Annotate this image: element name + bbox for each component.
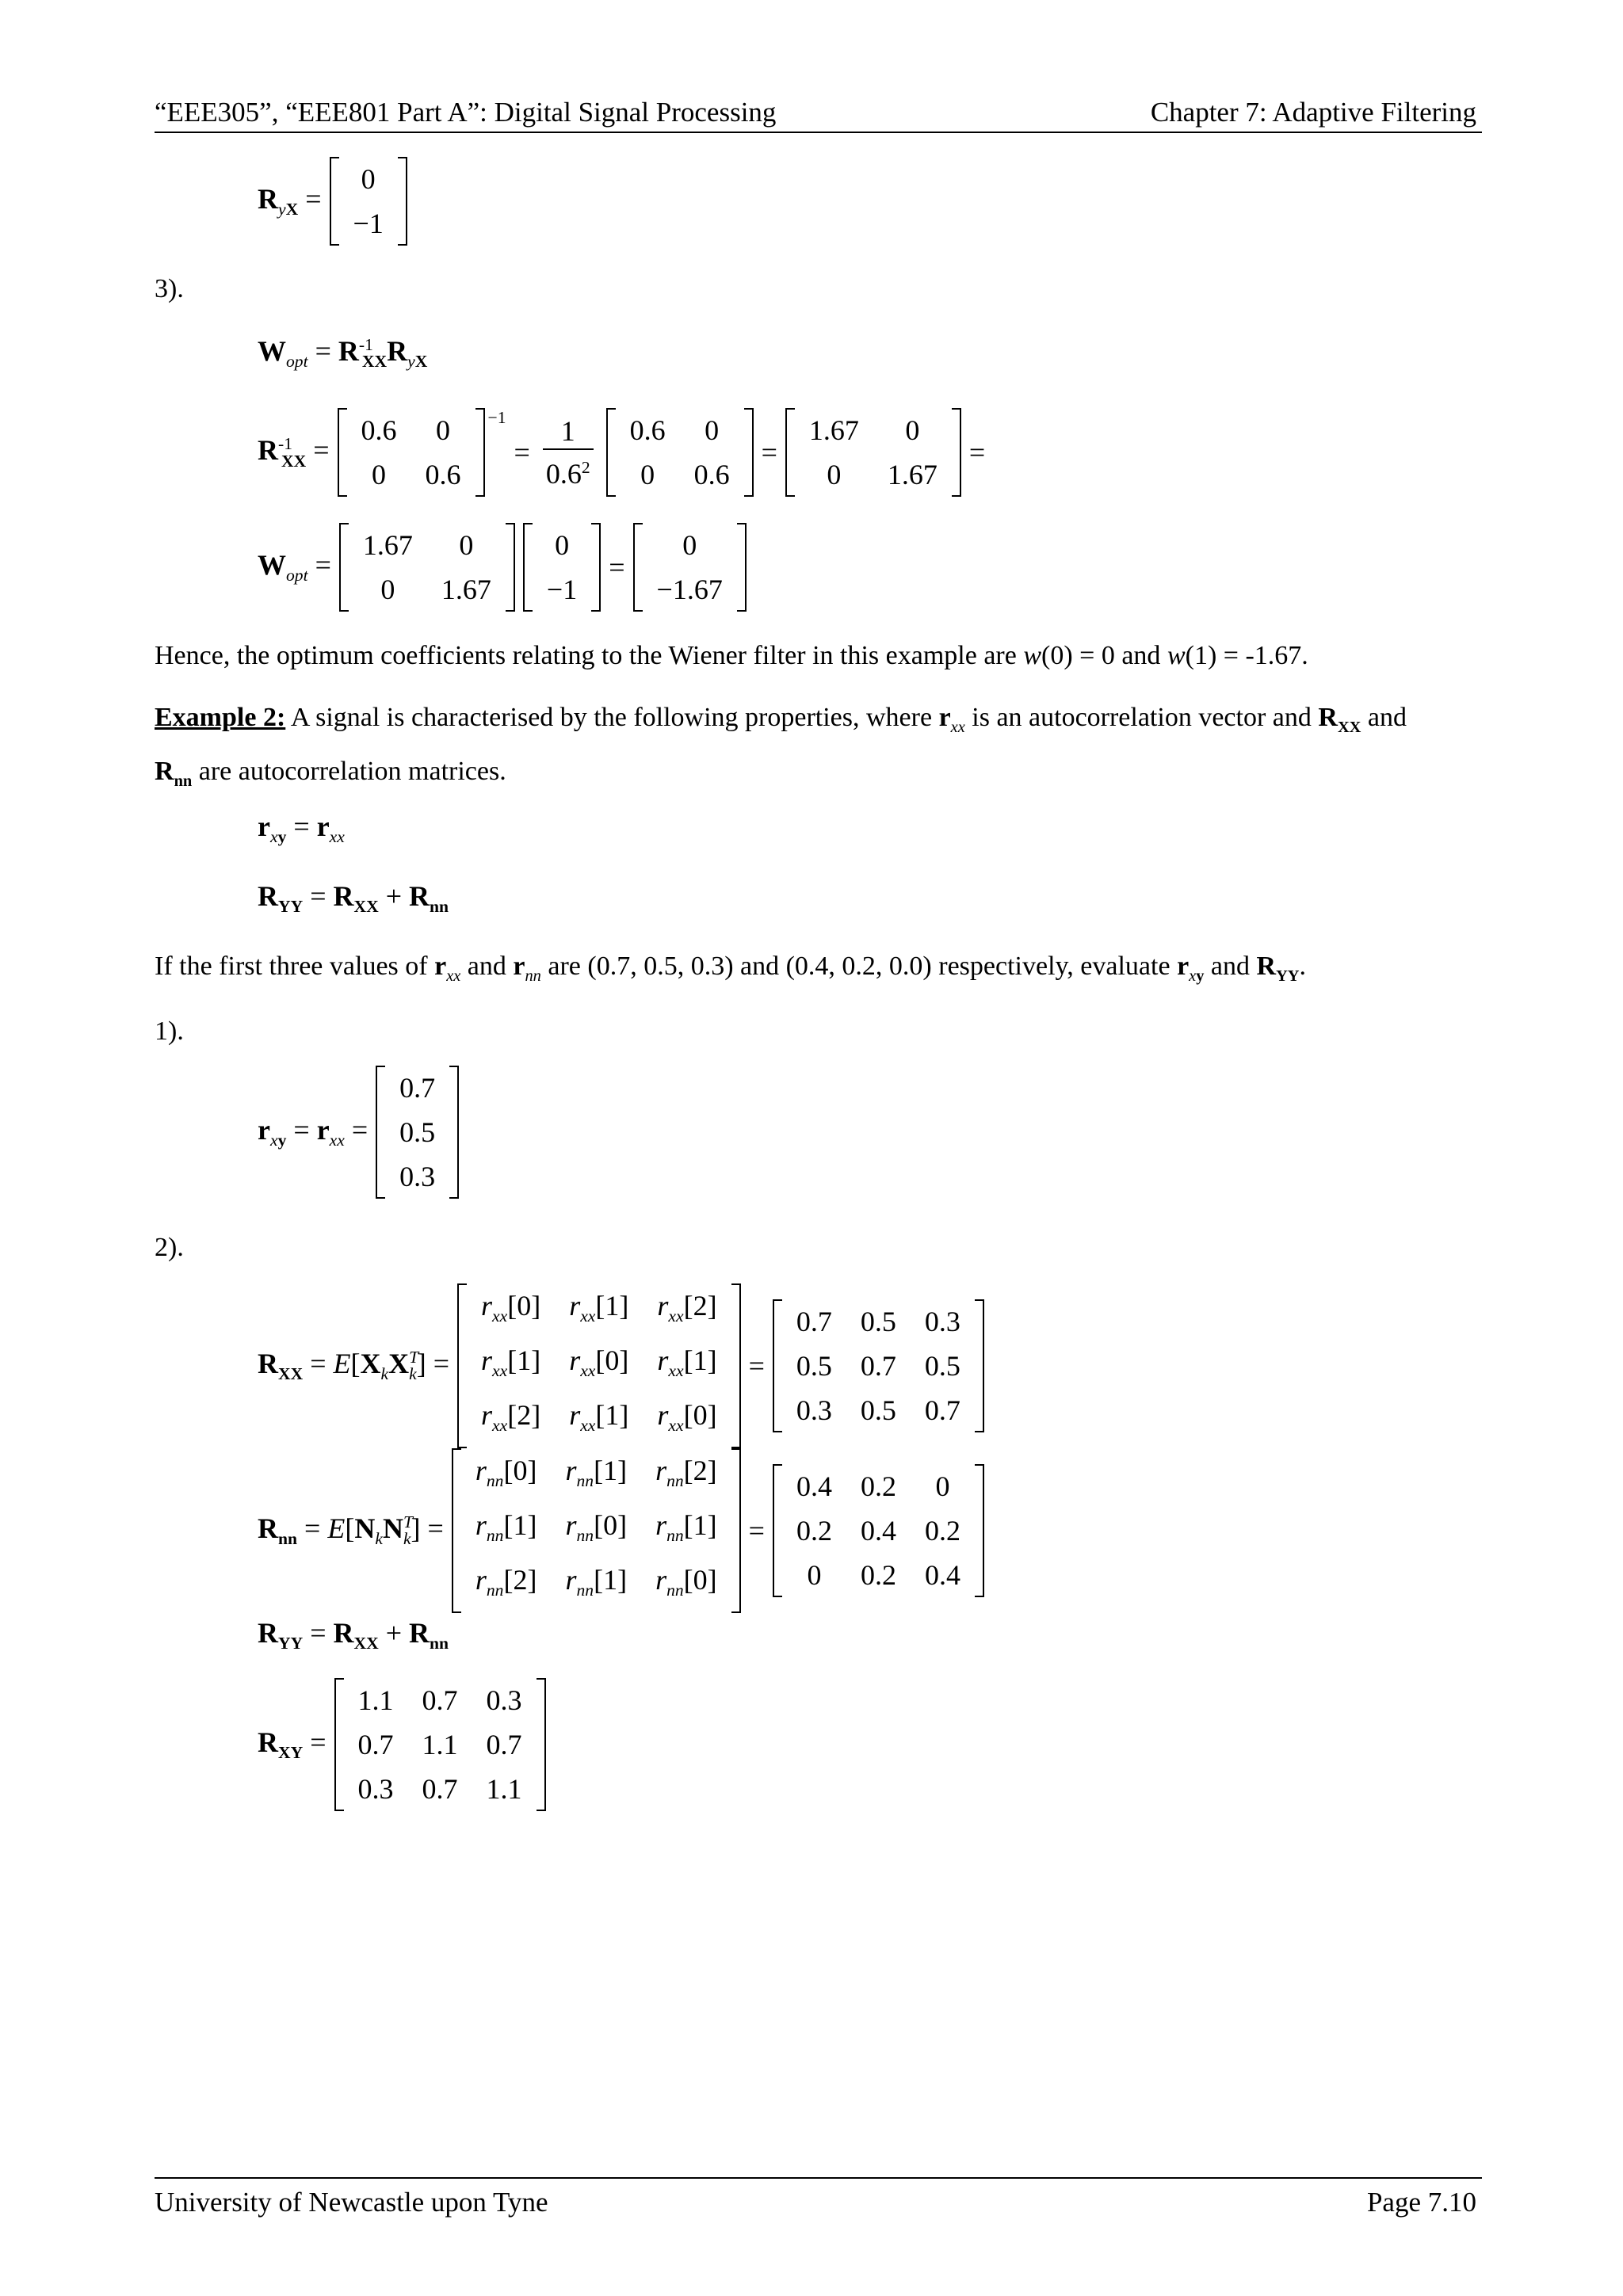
eq-rxx-inverse: $R^{-1}_{XX}$ = 0.6 0 0 0.6 $^{-1}$ = $\frac{1}{0.6^2}$ 0.6 0 0 0.6 = 1.67 0 0 1.67 = xyxy=(258,408,985,497)
matrix-cell: 0.7 xyxy=(924,1394,960,1426)
matrix-cell: 0.5 xyxy=(860,1394,896,1426)
question-text: are (0.7, 0.5, 0.3) and (0.4, 0.2, 0.0) respectively, evaluate xyxy=(540,952,1178,981)
fraction xyxy=(543,414,594,491)
step-3-label: 3). xyxy=(155,274,184,303)
matrix-cell: $r_{xx}[1]$ xyxy=(481,1344,541,1381)
rnn-value-matrix xyxy=(773,1464,984,1597)
rxx-matrix-2 xyxy=(606,408,754,497)
matrix-cell: 0.2 xyxy=(796,1514,832,1547)
example-2-text: is an autocorrelation vector and xyxy=(964,703,1319,732)
matrix-cell: $r_{xx}[2]$ xyxy=(657,1290,717,1326)
matrix-cell: 0.3 xyxy=(399,1161,436,1192)
question-paragraph: If the first three values of $r_{xx}$ and $r_{nn}$ are (0.7, 0.5, 0.3) and (0.4, 0.2, 0.0) respectively, evaluate $r_{xy}$ and $R_{YY}$. xyxy=(155,952,1307,985)
fraction-denominator: 0.6 xyxy=(545,458,582,490)
eq-rnn-matrix: $R_{nn} = E[N_kN^T_k]$ = $r_{nn}[0]$ $r_{nn}[1]$ $r_{nn}[2]$ $r_{nn}[1]$ $r_{nn}[0]$ $r_{nn}[1]$ $r_{nn}[2]$ $r_{nn}[1]$ $r_{nn}[0]$ = 0.4 0.2 0 0.2 0.4 0.2 0 0.2 0.4 xyxy=(258,1448,984,1613)
example-2-text: and xyxy=(1361,703,1407,732)
matrix-cell: −1 xyxy=(546,574,578,605)
matrix-cell: 0.6 xyxy=(629,414,666,446)
matrix-cell: $r_{xx}[2]$ xyxy=(481,1399,541,1436)
matrix-cell: 0.7 xyxy=(860,1349,896,1382)
wopt-matrix-1 xyxy=(339,523,515,612)
example-2-text: are autocorrelation matrices. xyxy=(192,756,506,786)
matrix-cell: 0 xyxy=(905,414,920,446)
eq-ryy-def: $R_{YY} = R_{XX} + R_{nn}$ xyxy=(258,880,449,917)
matrix-cell: $r_{xx}[1]$ xyxy=(569,1290,629,1326)
matrix-cell: $r_{nn}[1]$ xyxy=(565,1455,628,1491)
matrix-cell: 0 xyxy=(372,459,387,490)
rxx-value-matrix xyxy=(773,1299,984,1432)
matrix-cell: 0.4 xyxy=(924,1558,960,1591)
matrix-cell: $r_{xx}[0]$ xyxy=(569,1344,629,1381)
matrix-cell: −1.67 xyxy=(656,574,723,605)
matrix-cell: 0.5 xyxy=(399,1116,436,1148)
eq-rxy-matrix: $R_{XY}$ = 1.1 0.7 0.3 0.7 1.1 0.7 0.3 0.7 1.1 xyxy=(258,1678,546,1811)
eq-rxx-matrix: $R_{XX} = E[X_kX^T_k]$ = $r_{xx}[0]$ $r_{xx}[1]$ $r_{xx}[2]$ $r_{xx}[1]$ $r_{xx}[0]$ $r_{xx}[1]$ $r_{xx}[2]$ $r_{xx}[1]$ $r_{xx}[0]$ = 0.7 0.5 0.3 0.5 0.7 0.5 0.3 0.5 0.7 xyxy=(258,1283,984,1448)
matrix-cell: 0.7 xyxy=(399,1072,436,1104)
matrix-cell: 0 xyxy=(827,459,842,490)
w1-symbol: w xyxy=(1167,641,1186,670)
page-footer-right: Page 7.10 xyxy=(1366,2187,1476,2218)
matrix-cell: 0.5 xyxy=(860,1305,896,1337)
header-rule xyxy=(155,132,1482,133)
matrix-cell: $r_{xx}[1]$ xyxy=(657,1344,717,1381)
matrix-cell: $r_{nn}[0]$ xyxy=(655,1564,717,1600)
matrix-cell: 0 xyxy=(459,529,474,561)
w0-value: (0) = 0 and xyxy=(1041,641,1167,670)
matrix-cell: 0.2 xyxy=(860,1558,896,1591)
step-1-label: 1). xyxy=(155,1016,184,1046)
matrix-cell: $r_{xx}[1]$ xyxy=(569,1399,629,1436)
wopt-vector xyxy=(523,523,601,612)
question-text: and xyxy=(460,952,514,981)
matrix-cell: 0.5 xyxy=(924,1349,960,1382)
example-2-text: A signal is characterised by the following properties, where xyxy=(285,703,939,732)
matrix-cell: 0.6 xyxy=(425,459,461,490)
wopt-result xyxy=(633,523,747,612)
matrix-cell: 0.7 xyxy=(422,1773,458,1805)
w0-symbol: w xyxy=(1023,641,1042,670)
matrix-cell: 0.3 xyxy=(357,1773,394,1805)
matrix-cell: 1.67 xyxy=(887,459,938,490)
matrix-cell: 0.3 xyxy=(486,1684,522,1716)
rnn-symbolic-matrix xyxy=(452,1448,741,1613)
page-footer-left: University of Newcastle upon Tyne xyxy=(155,2187,548,2218)
fraction-numerator: 1 xyxy=(543,414,594,450)
matrix-cell: $r_{nn}[1]$ xyxy=(475,1509,537,1546)
matrix-cell: 0.6 xyxy=(361,414,397,446)
matrix-cell: 1.1 xyxy=(486,1773,522,1805)
matrix-cell: 0 xyxy=(807,1558,822,1591)
matrix-cell: 1.1 xyxy=(422,1729,458,1760)
matrix-cell: 0 xyxy=(705,414,720,446)
question-text: . xyxy=(1299,952,1307,981)
matrix-cell: −1 xyxy=(353,208,384,239)
matrix-cell: 1.67 xyxy=(362,529,413,561)
matrix-cell: 0.7 xyxy=(422,1684,458,1716)
matrix-cell: $r_{nn}[1]$ xyxy=(655,1509,717,1546)
matrix-cell: 0.7 xyxy=(357,1729,394,1760)
hence-paragraph xyxy=(155,634,1486,678)
matrix-cell: 0.6 xyxy=(693,459,730,490)
page-header-left: “EEE305”, “EEE801 Part A”: Digital Signal Processing xyxy=(155,97,777,128)
eq-wopt-formula: $W_{opt} = R^{-1}_{XX}R_{yX}$ xyxy=(258,335,428,372)
step-2-label: 2). xyxy=(155,1233,184,1262)
matrix-cell: 0.4 xyxy=(796,1470,832,1502)
matrix-cell: 0 xyxy=(436,414,451,446)
eq-wopt-calc: $W_{opt}$ = 1.67 0 0 1.67 0 −1 = 0 −1.67 xyxy=(258,523,747,612)
hence-text: Hence, the optimum coefficients relating to the Wiener filter in this example are xyxy=(155,641,1024,670)
matrix-cell: $r_{nn}[2]$ xyxy=(655,1455,717,1491)
inverse-exponent: −1 xyxy=(487,408,506,427)
rxy-vector xyxy=(376,1066,459,1199)
matrix-cell: 1.67 xyxy=(808,414,859,446)
example-2-paragraph: Example 2: A signal is characterised by the following properties, where $r_{xx}$ is an autocorrelation vector and $R_{XX}$ and $R_{nn}$ are autocorrelation matrices. xyxy=(155,703,1407,790)
eq-ryy-sum: $R_{YY} = R_{XX} + R_{nn}$ xyxy=(258,1617,449,1653)
matrix-cell: 1.1 xyxy=(357,1684,394,1716)
matrix-cell: $r_{xx}[0]$ xyxy=(657,1399,717,1436)
matrix-cell: 0.4 xyxy=(860,1514,896,1547)
eq-rxy-values: $r_{xy} = r_{xx}$ = 0.7 0.5 0.3 xyxy=(258,1066,459,1199)
w1-value: (1) = -1.67. xyxy=(1185,641,1308,670)
fraction-exponent: 2 xyxy=(581,458,590,477)
matrix-cell: 0.2 xyxy=(924,1514,960,1547)
matrix-cell: $r_{nn}[0]$ xyxy=(565,1509,628,1546)
example-2-title: Example 2: xyxy=(155,703,286,732)
rxx-symbolic-matrix xyxy=(457,1283,741,1448)
matrix-cell: 0 xyxy=(361,163,376,195)
matrix-cell: 0.3 xyxy=(796,1394,832,1426)
rxy-value-matrix xyxy=(334,1678,546,1811)
matrix-cell: $r_{nn}[0]$ xyxy=(475,1455,537,1491)
matrix-cell: 0.7 xyxy=(796,1305,832,1337)
matrix-cell: 0 xyxy=(682,529,697,561)
matrix-cell: 1.67 xyxy=(441,574,491,605)
matrix-cell: $r_{xx}[0]$ xyxy=(481,1290,541,1326)
matrix-cell: $r_{nn}[2]$ xyxy=(475,1564,537,1600)
matrix-cell: 0 xyxy=(380,574,395,605)
ryx-matrix xyxy=(330,157,407,246)
rxx-matrix xyxy=(338,408,485,497)
matrix-cell: $r_{nn}[1]$ xyxy=(565,1564,628,1600)
matrix-cell: 0.5 xyxy=(796,1349,832,1382)
eq-ryx: $R_{yX}$ = 0 −1 xyxy=(258,157,407,246)
matrix-cell: 0 xyxy=(935,1470,950,1502)
rxx-inverse-matrix xyxy=(785,408,961,497)
matrix-cell: 0 xyxy=(640,459,655,490)
matrix-cell: 0.7 xyxy=(486,1729,522,1760)
matrix-cell: 0 xyxy=(555,529,570,561)
question-text: and xyxy=(1204,952,1257,981)
page-header-right: Chapter 7: Adaptive Filtering xyxy=(1150,97,1476,128)
question-text: If the first three values of xyxy=(155,952,435,981)
matrix-cell: 0.3 xyxy=(924,1305,960,1337)
matrix-cell: 0.2 xyxy=(860,1470,896,1502)
footer-rule xyxy=(155,2177,1482,2179)
eq-rxy-def: $r_{xy} = r_{xx}$ xyxy=(258,810,345,847)
